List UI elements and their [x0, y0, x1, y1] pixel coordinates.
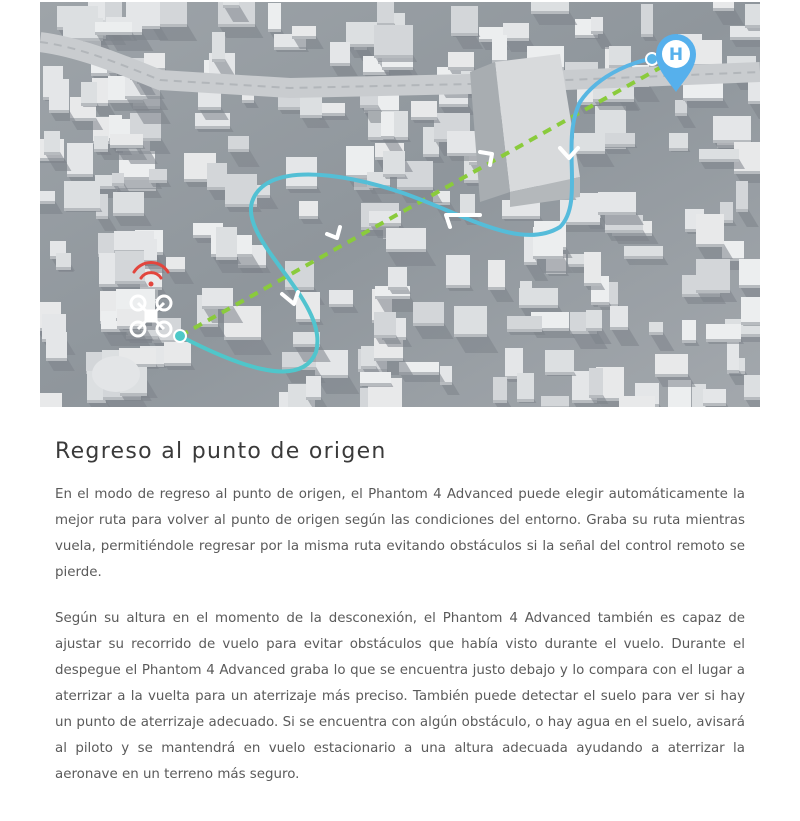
city-map-graphic	[40, 2, 760, 407]
article-section	[55, 434, 745, 788]
section-title: Regreso al punto de origen	[55, 439, 387, 464]
article-paragraph: En el modo de regreso al punto de origen, el Phantom 4 Advanced puede elegir automáticamente la mejor ruta para volver al punto de origen según las condiciones del entorno. Graba su ruta mientras vuela, permitiéndole regresar por la misma ruta evitando obstáculos si la señal del control remoto se pierde.	[55, 487, 745, 580]
article-paragraph: Según su altura en el momento de la desconexión, el Phantom 4 Advanced también es capaz de ajustar su recorrido de vuelo para evitar obstáculos que había visto durante el vuelo. Durante el despegue el Phantom 4 Advanced graba lo que se encuentra justo debajo y lo compara con el lugar a aterrizar a la vuelta para un aterrizaje más preciso. También puede detectar el suelo para ver si hay un punto de aterrizaje adecuado. Si se encuentra con algún obstáculo, o hay agua en el suelo, avisará al piloto y se mantendrá en vuelo estacionario a una altura adecuada ayudando a aterrizar la aeronave en un terreno más seguro.	[55, 611, 745, 782]
home-marker-letter: H	[668, 45, 684, 65]
city-route-illustration	[40, 2, 760, 407]
route-start-dot	[174, 330, 186, 342]
skyscraper	[470, 54, 580, 207]
